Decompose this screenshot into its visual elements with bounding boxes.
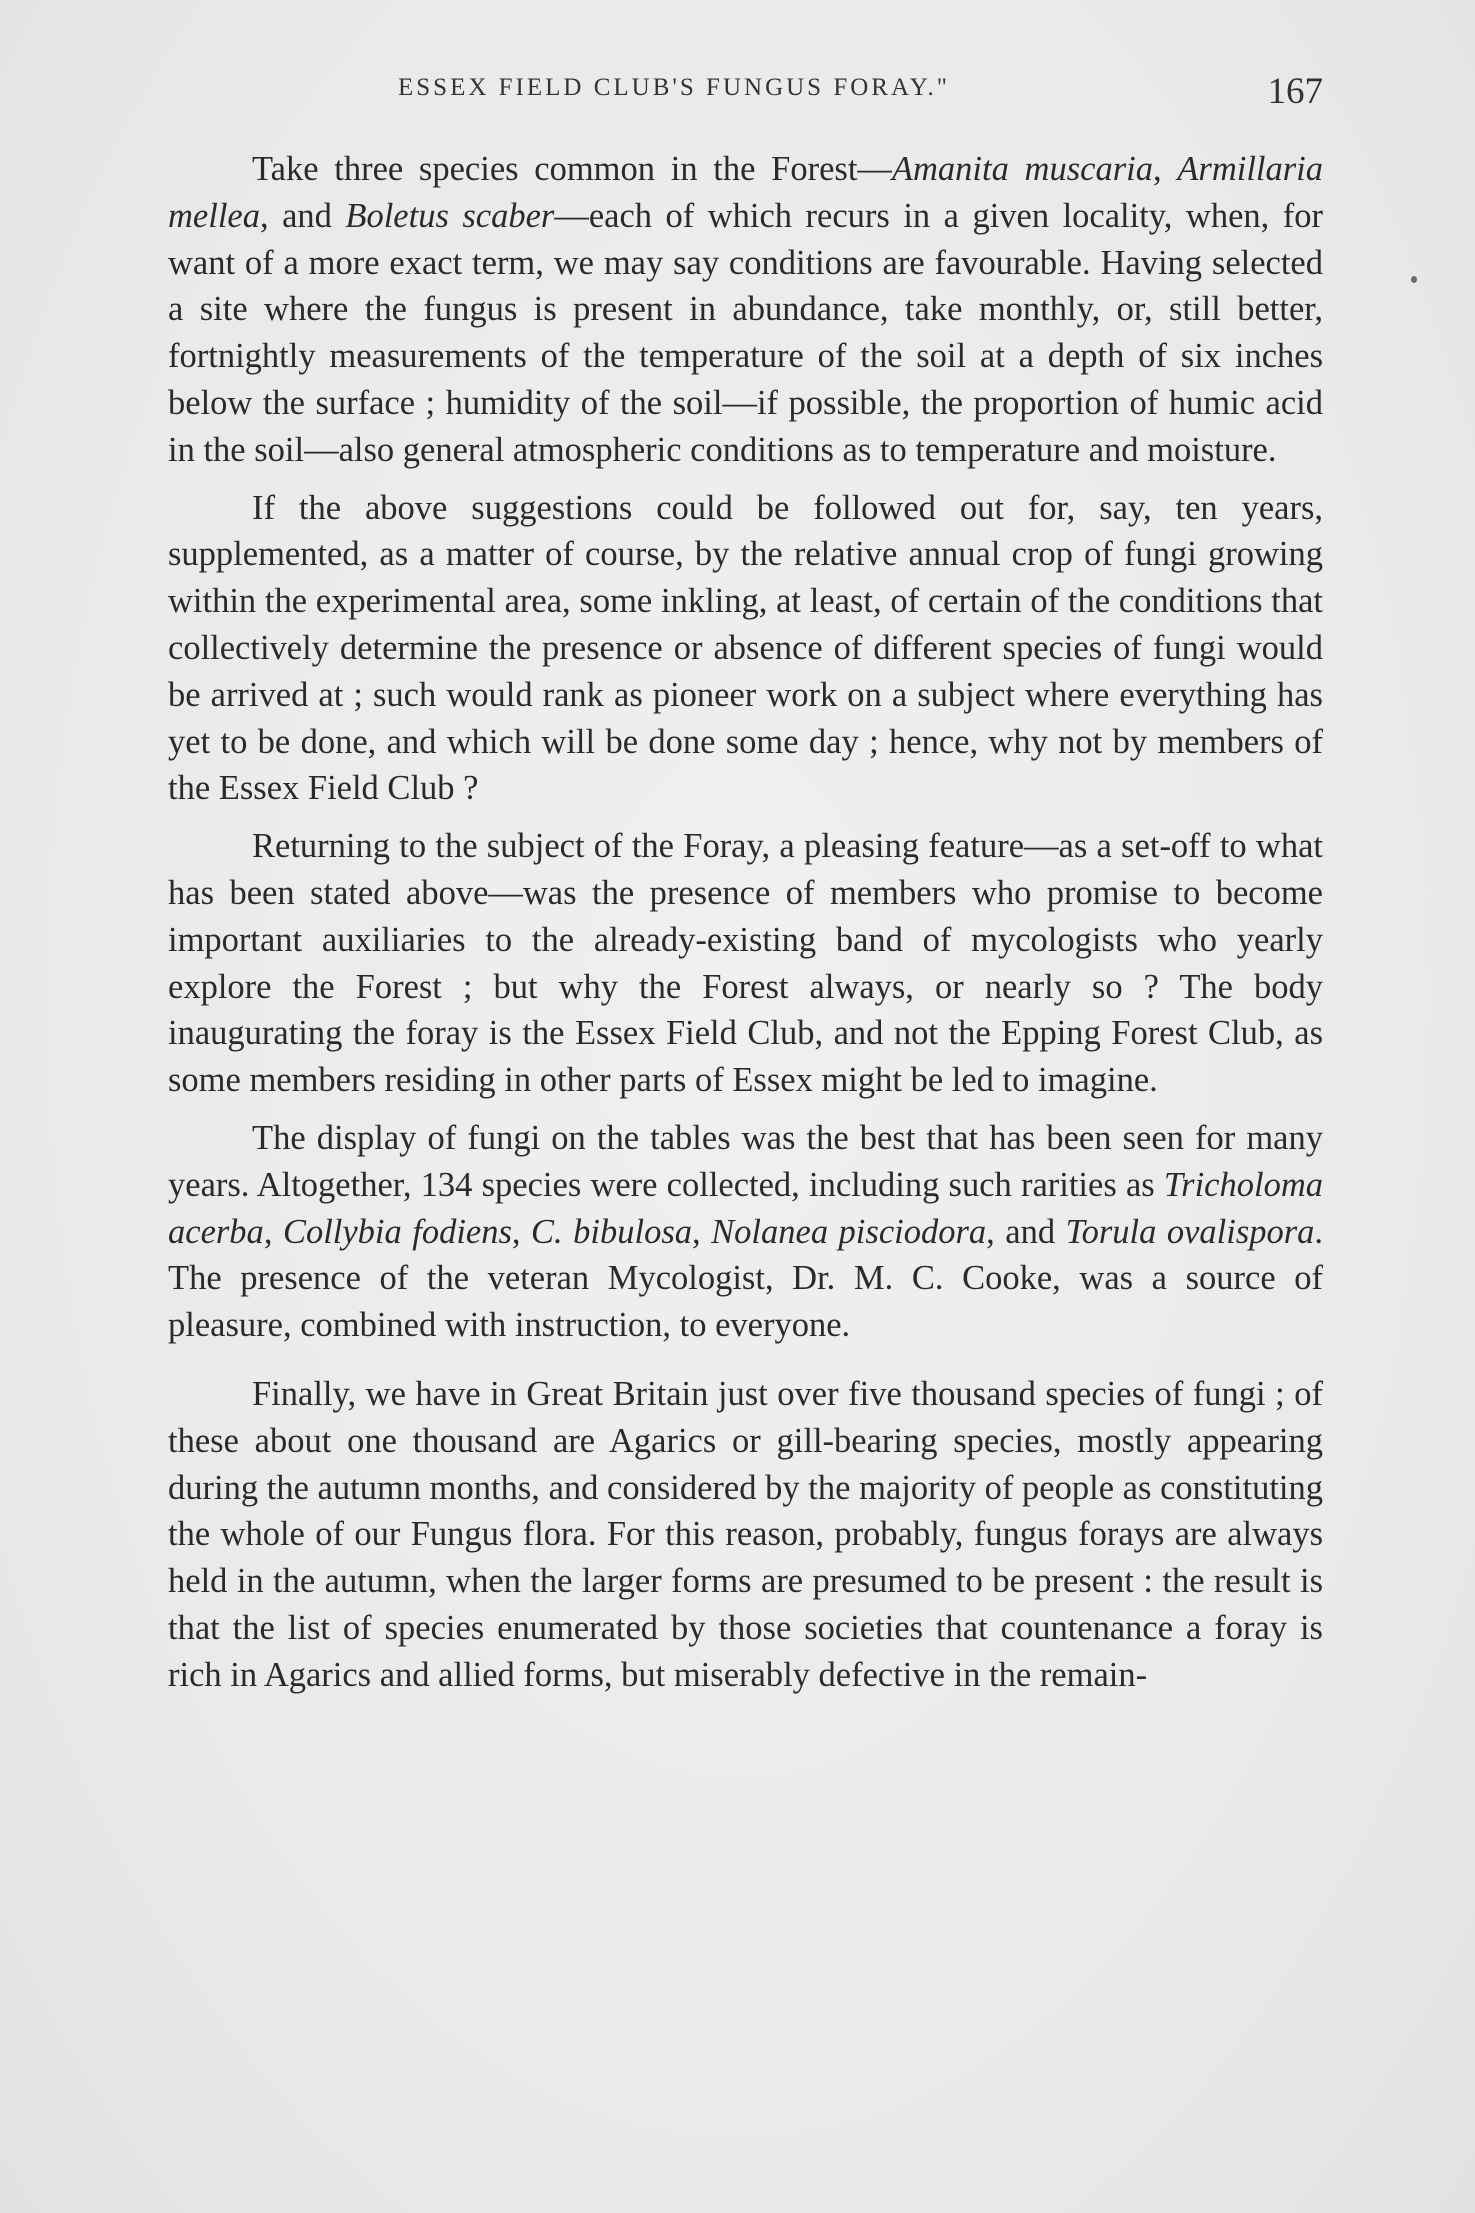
species-name: Nolanea pisciodora — [711, 1212, 987, 1251]
paragraph-species-conditions — [168, 146, 1323, 474]
running-head — [168, 70, 1323, 120]
paragraph-suggestions — [168, 485, 1323, 813]
page-number: 167 — [1267, 71, 1323, 112]
species-name: C. bibulosa — [531, 1212, 693, 1251]
text-run: The display of fungi on the tables was the best that has been seen for many years. Altogether, 134 species were collected, including such rarities as — [168, 1118, 1323, 1204]
paragraph-finally — [168, 1371, 1323, 1699]
print-speck — [1411, 276, 1417, 283]
text-run: , — [511, 1212, 532, 1251]
species-name: Collybia fodiens — [282, 1212, 512, 1251]
text-run: , — [692, 1212, 712, 1251]
text-run: . The presence of the veteran Mycologist, Dr. M. C. Cooke, was a source of pleasure, combined with instruction, to everyone. — [168, 1212, 1324, 1345]
text-run: Returning to the subject of the Foray, a pleasing feature—as a set-off to what has been stated above—was the presence of members who promise to become important auxiliaries to the already-existing band of mycologists who yearly explore the Forest ; but why the Forest always, or nearly so ? The body inaugurating the foray is the Essex Field Club, and not the Epping Forest Club, as some members residing in other parts of Essex might be led to imagine. — [168, 827, 1323, 1100]
species-name: Tricholoma acerba — [168, 1165, 1323, 1251]
species-name: Torula ovalispora — [1065, 1212, 1315, 1251]
text-run: , — [263, 1212, 283, 1251]
text-run: , — [1152, 150, 1178, 188]
text-run: Take three species common in the Forest— — [252, 150, 892, 188]
paragraph-foray-members — [168, 823, 1323, 1104]
text-run: If the above suggestions could be followed out for, say, ten years, supplemented, as a matter of course, by the relative annual crop of fungi growing within the experimental area, some inkling, at least, of certain of the conditions that collectively determine the presence or absence of different species of fungi would be arrived at ; such would rank as pioneer work on a subject where everything has yet to be done, and which will be done some day ; hence, why not by members of the Essex Field Club ? — [168, 488, 1323, 808]
text-run: Finally, we have in Great Britain just over five thousand species of fungi ; of these about one thousand are Agarics or gill-bearing species, mostly appearing during the autumn months, and considered by the majority of people as constituting the whole of our Fungus flora. For this reason, probably, fungus forays are always held in the autumn, when the larger forms are presumed to be present : the result is that the list of species enumerated by those societies that countenance a foray is rich in Agarics and allied forms, but miserably defective in the remain- — [168, 1374, 1323, 1694]
species-name: Boletus scaber — [345, 196, 555, 235]
species-name: Amanita muscaria — [891, 150, 1153, 188]
body-text — [168, 146, 1323, 1699]
species-name: Armillaria mellea — [168, 150, 1323, 235]
text-run: , and — [259, 196, 346, 235]
running-title: ESSEX FIELD CLUB'S FUNGUS FORAY." — [398, 74, 951, 101]
paragraph-display-of-fungi — [168, 1115, 1323, 1349]
text-run: —each of which recurs in a given locality, when, for want of a more exact term, we may say conditions are favourable. Having selected a site where the fungus is present in abundance, take monthly, or, still better, fortnightly measurements of the temperature of the soil at a depth of six inches below the surface ; humidity of the soil—if possible, the proportion of humic acid in the soil—also general atmospheric conditions as to temperature and moisture. — [168, 196, 1323, 469]
text-run: , and — [986, 1212, 1066, 1251]
